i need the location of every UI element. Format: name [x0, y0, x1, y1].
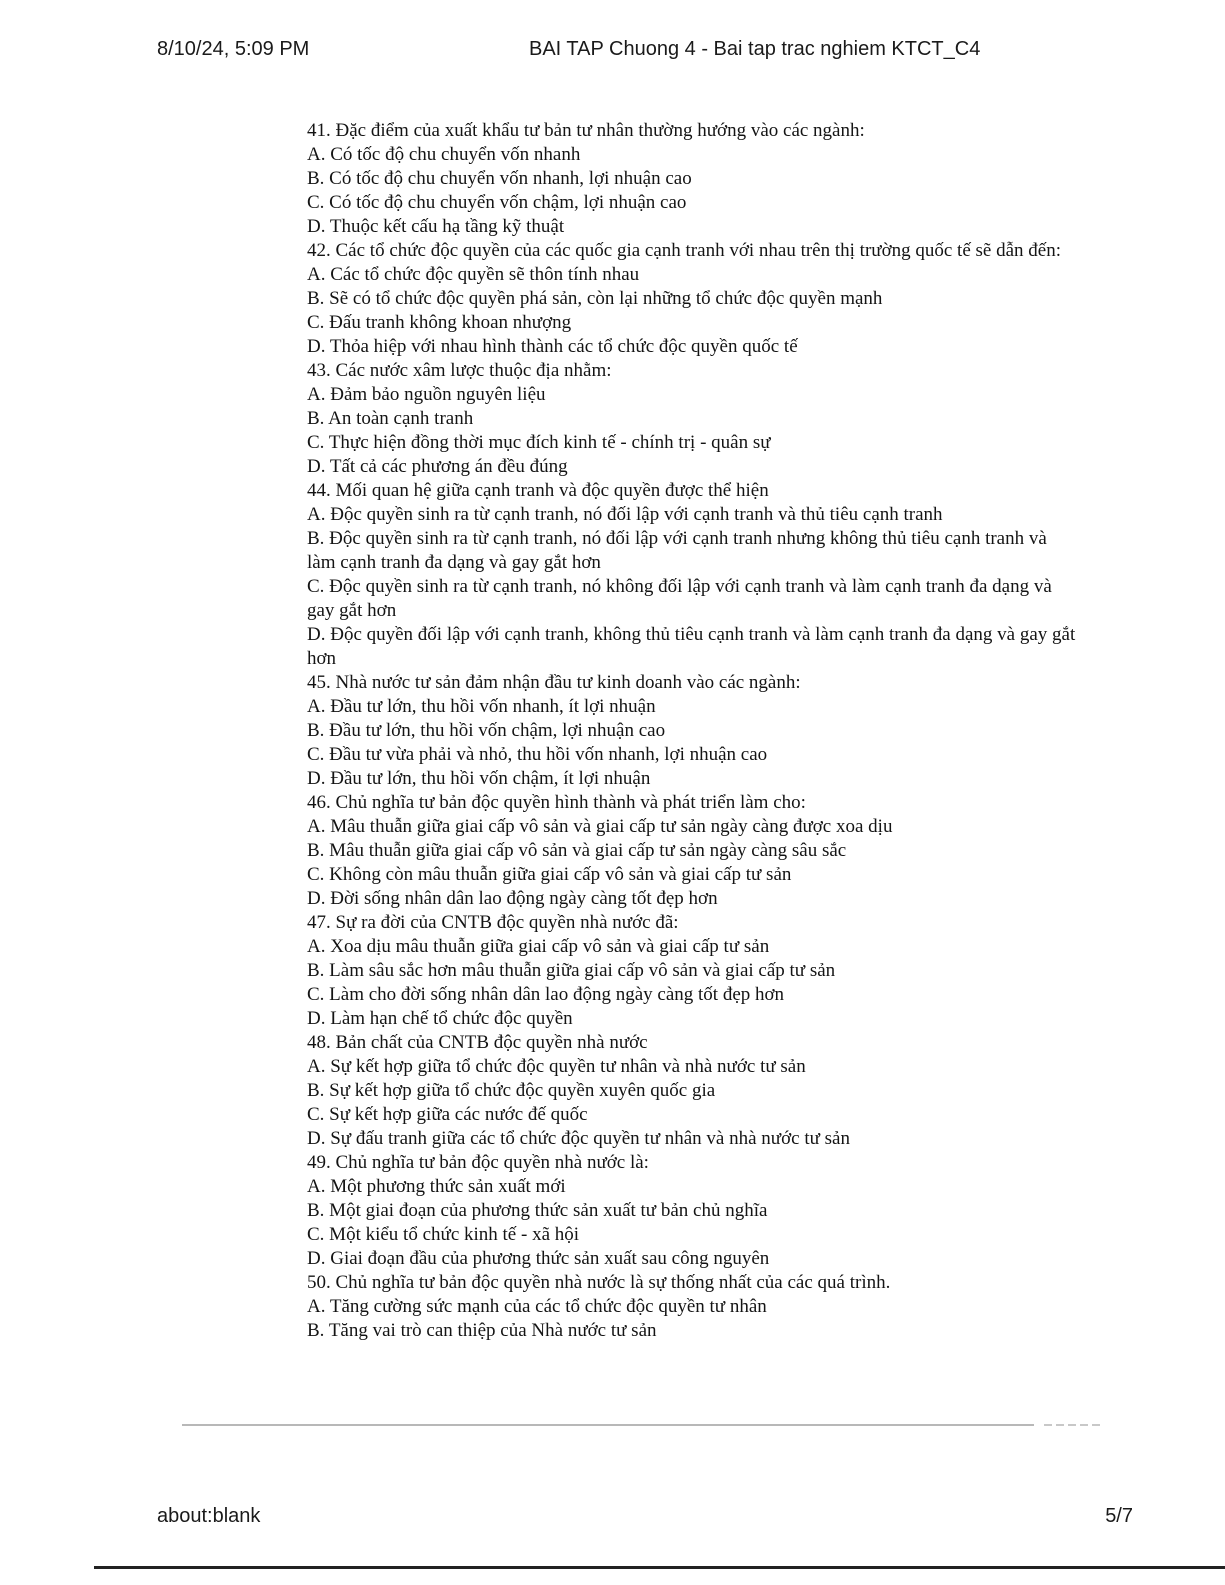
answer-48a: A. Sự kết hợp giữa tổ chức độc quyền tư nhân và nhà nước tư sản: [307, 1056, 806, 1077]
page-number: 5/7: [1105, 1505, 1133, 1527]
question-50: 50. Chủ nghĩa tư bản độc quyền nhà nước là sự thống nhất của các quá trình.: [307, 1272, 891, 1293]
question-49: 49. Chủ nghĩa tư bản độc quyền nhà nước là:: [307, 1152, 649, 1173]
answer-44a: A. Độc quyền sinh ra từ cạnh tranh, nó đối lập với cạnh tranh và thủ tiêu cạnh tranh: [307, 504, 943, 525]
answer-45c: C. Đầu tư vừa phải và nhỏ, thu hồi vốn nhanh, lợi nhuận cao: [307, 744, 768, 765]
content-divider-tail: [1044, 1424, 1102, 1426]
answer-42a: A. Các tổ chức độc quyền sẽ thôn tính nhau: [307, 264, 640, 285]
answer-41b: B. Có tốc độ chu chuyển vốn nhanh, lợi nhuận cao: [307, 168, 692, 189]
question-48: 48. Bản chất của CNTB độc quyền nhà nước: [307, 1032, 648, 1053]
print-datetime: 8/10/24, 5:09 PM: [157, 38, 310, 60]
answer-45d: D. Đầu tư lớn, thu hồi vốn chậm, ít lợi nhuận: [307, 768, 651, 789]
answer-46d: D. Đời sống nhân dân lao động ngày càng tốt đẹp hơn: [307, 888, 718, 909]
answer-41a: A. Có tốc độ chu chuyển vốn nhanh: [307, 144, 581, 165]
answer-42b: B. Sẽ có tổ chức độc quyền phá sản, còn lại những tổ chức độc quyền mạnh: [307, 288, 883, 309]
answer-48d: D. Sự đấu tranh giữa các tổ chức độc quyền tư nhân và nhà nước tư sản: [307, 1128, 850, 1149]
answer-41c: C. Có tốc độ chu chuyển vốn chậm, lợi nhuận cao: [307, 192, 687, 213]
answer-42c: C. Đấu tranh không khoan nhượng: [307, 312, 572, 333]
answer-49c: C. Một kiểu tổ chức kinh tế - xã hội: [307, 1224, 580, 1245]
print-url: about:blank: [157, 1505, 261, 1527]
answer-50b: B. Tăng vai trò can thiệp của Nhà nước tư sản: [307, 1320, 657, 1341]
question-42: 42. Các tổ chức độc quyền của các quốc gia cạnh tranh với nhau trên thị trường quốc tế sẽ dẫn đến:: [307, 240, 1061, 261]
answer-47d: D. Làm hạn chế tổ chức độc quyền: [307, 1008, 573, 1029]
answer-45b: B. Đầu tư lớn, thu hồi vốn chậm, lợi nhuận cao: [307, 720, 666, 741]
answer-41d: D. Thuộc kết cấu hạ tầng kỹ thuật: [307, 216, 565, 237]
answer-48b: B. Sự kết hợp giữa tổ chức độc quyền xuyên quốc gia: [307, 1080, 716, 1101]
answer-49b: B. Một giai đoạn của phương thức sản xuất tư bản chủ nghĩa: [307, 1200, 768, 1221]
content-divider: [182, 1424, 1034, 1426]
answer-44d: D. Độc quyền đối lập với cạnh tranh, không thủ tiêu cạnh tranh và làm cạnh tranh đa dạng và gay gắt hơn: [307, 624, 1076, 669]
answer-49d: D. Giai đoạn đầu của phương thức sản xuất sau công nguyên: [307, 1248, 770, 1269]
answer-46a: A. Mâu thuẫn giữa giai cấp vô sản và giai cấp tư sản ngày càng được xoa dịu: [307, 816, 893, 837]
answer-42d: D. Thỏa hiệp với nhau hình thành các tổ chức độc quyền quốc tế: [307, 336, 798, 357]
page-title: BAI TAP Chuong 4 - Bai tap trac nghiem KTCT_C4: [529, 38, 981, 60]
answer-48c: C. Sự kết hợp giữa các nước đế quốc: [307, 1104, 588, 1125]
answer-44c: C. Độc quyền sinh ra từ cạnh tranh, nó không đối lập với cạnh tranh và làm cạnh tranh đa dạng và gay gắt hơn: [307, 576, 1052, 621]
answer-47b: B. Làm sâu sắc hơn mâu thuẫn giữa giai cấp vô sản và giai cấp tư sản: [307, 960, 836, 981]
question-45: 45. Nhà nước tư sản đảm nhận đầu tư kinh doanh vào các ngành:: [307, 672, 801, 693]
answer-50a: A. Tăng cường sức mạnh của các tổ chức độc quyền tư nhân: [307, 1296, 767, 1317]
question-44: 44. Mối quan hệ giữa cạnh tranh và độc quyền được thể hiện: [307, 480, 769, 501]
answer-44b: B. Độc quyền sinh ra từ cạnh tranh, nó đối lập với cạnh tranh nhưng không thủ tiêu cạnh tranh và làm cạnh tranh đa dạng và gay gắt hơn: [307, 528, 1047, 573]
answer-47c: C. Làm cho đời sống nhân dân lao động ngày càng tốt đẹp hơn: [307, 984, 785, 1005]
answer-47a: A. Xoa dịu mâu thuẫn giữa giai cấp vô sản và giai cấp tư sản: [307, 936, 770, 957]
answer-46c: C. Không còn mâu thuẫn giữa giai cấp vô sản và giai cấp tư sản: [307, 864, 792, 885]
question-43: 43. Các nước xâm lược thuộc địa nhằm:: [307, 360, 612, 381]
answer-49a: A. Một phương thức sản xuất mới: [307, 1176, 566, 1197]
answer-43c: C. Thực hiện đồng thời mục đích kinh tế - chính trị - quân sự: [307, 432, 771, 453]
answer-43b: B. An toàn cạnh tranh: [307, 408, 474, 429]
question-47: 47. Sự ra đời của CNTB độc quyền nhà nước đã:: [307, 912, 679, 933]
answer-43d: D. Tất cả các phương án đều đúng: [307, 456, 568, 477]
answer-45a: A. Đầu tư lớn, thu hồi vốn nhanh, ít lợi nhuận: [307, 696, 656, 717]
answer-46b: B. Mâu thuẫn giữa giai cấp vô sản và giai cấp tư sản ngày càng sâu sắc: [307, 840, 847, 861]
question-46: 46. Chủ nghĩa tư bản độc quyền hình thành và phát triển làm cho:: [307, 792, 806, 813]
answer-43a: A. Đảm bảo nguồn nguyên liệu: [307, 384, 546, 405]
question-41: 41. Đặc điểm của xuất khẩu tư bản tư nhân thường hướng vào các ngành:: [307, 120, 865, 141]
page-bottom-edge: [94, 1566, 1225, 1569]
document-body: [307, 119, 1077, 1343]
